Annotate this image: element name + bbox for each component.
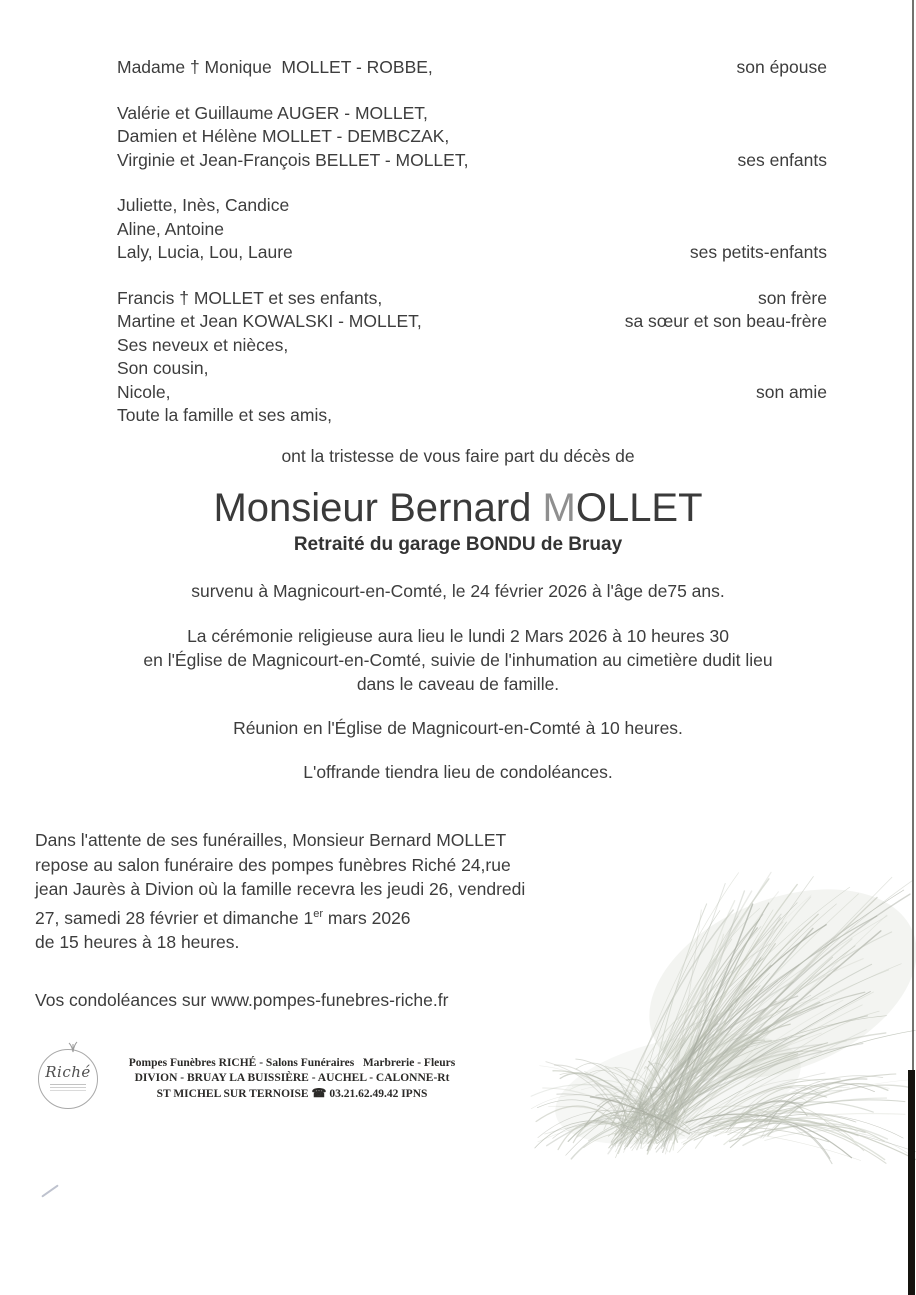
pampas-grass-decoration <box>528 834 916 1166</box>
family-names: Nicole, <box>117 381 171 402</box>
family-line <box>117 381 827 405</box>
relation-label: ses petits-enfants <box>689 242 827 262</box>
funeral-home-contact-line <box>103 1086 481 1102</box>
family-line <box>117 56 827 80</box>
ordinal-superscript: er <box>313 907 323 920</box>
visitation-date-text: 27, samedi 28 février et dimanche 1 <box>35 907 314 928</box>
family-line <box>117 241 827 265</box>
scan-edge-bar <box>908 1070 915 1295</box>
sprig-icon <box>66 1041 80 1053</box>
family-names: Francis † MOLLET et ses enfants, <box>117 287 383 308</box>
family-line <box>117 125 827 149</box>
riche-logo <box>38 1049 98 1109</box>
family-names: Laly, Lucia, Lou, Laure <box>117 242 293 262</box>
family-line <box>117 194 827 218</box>
family-names: Virginie et Jean-François BELLET - MOLLET, <box>117 149 469 170</box>
visitation-paragraph <box>35 828 525 955</box>
family-line <box>117 102 827 126</box>
funeral-home-info <box>103 1056 481 1102</box>
family-names: Martine et Jean KOWALSKI - MOLLET, <box>117 311 422 331</box>
visitation-line: Dans l'attente de ses funérailles, Monsieur Bernard MOLLET <box>35 830 507 850</box>
visitation-line: de 15 heures à 18 heures. <box>35 932 240 953</box>
family-names: Damien et Hélène MOLLET - DEMBCZAK, <box>117 126 450 146</box>
deceased-name-part: Monsieur Bernard <box>213 486 543 530</box>
pen-mark <box>41 1184 59 1197</box>
family-relations-list <box>117 56 827 450</box>
visitation-line: jean Jaurès à Divion où la famille recevra les jeudi 26, vendredi <box>35 879 526 900</box>
family-names: Madame † Monique MOLLET - ROBBE, <box>117 57 433 77</box>
contact-city: ST MICHEL SUR TERNOISE <box>156 1088 312 1100</box>
family-line <box>117 357 827 381</box>
relation-label: son amie <box>755 381 827 402</box>
deceased-name-title <box>0 486 916 530</box>
phone-icon: ☎ <box>311 1086 327 1100</box>
visitation-line: repose au salon funéraire des pompes funèbres Riché 24,rue <box>35 854 511 875</box>
logo-brand-text: Riché <box>45 1063 91 1081</box>
deceased-subtitle: Retraité du garage BONDU de Bruay <box>293 534 623 555</box>
announcement-intro: ont la tristesse de vous faire part du décès de <box>281 446 635 466</box>
logo-microtext-lines <box>50 1084 86 1085</box>
family-names: Ses neveux et nièces, <box>117 334 289 355</box>
relation-label: ses enfants <box>737 149 827 170</box>
family-line <box>117 404 827 428</box>
family-names: Toute la famille et ses amis, <box>117 405 332 425</box>
family-names: Valérie et Guillaume AUGER - MOLLET, <box>117 102 428 123</box>
visitation-line <box>35 902 525 930</box>
relation-label: sa sœur et son beau-frère <box>624 311 827 331</box>
contact-number: 03.21.62.49.42 IPNS <box>326 1088 428 1100</box>
reunion-line: Réunion en l'Église de Magnicourt-en-Comté à 10 heures. <box>233 718 683 738</box>
family-group-spouse <box>117 56 827 80</box>
family-line <box>117 287 827 311</box>
family-names: Juliette, Inès, Candice <box>117 195 290 215</box>
family-group-siblings-others <box>117 287 827 428</box>
deceased-name-faded-letter: M <box>542 486 576 530</box>
family-group-children <box>117 102 827 173</box>
condolences-website-line: Vos condoléances sur www.pompes-funebres-riche.fr <box>35 990 449 1010</box>
ceremony-line: dans le caveau de famille. <box>356 674 560 694</box>
offering-line: L'offrande tiendra lieu de condoléances. <box>303 762 613 782</box>
ceremony-paragraph <box>0 624 916 696</box>
family-line <box>117 334 827 358</box>
funeral-home-services-line: Pompes Funèbres RICHÉ - Salons Funéraires Marbrerie - Fleurs <box>128 1057 456 1069</box>
family-group-grandchildren <box>117 194 827 265</box>
ceremony-line: en l'Église de Magnicourt-en-Comté, suivie de l'inhumation au cimetière dudit lieu <box>143 650 773 670</box>
ceremony-line: La cérémonie religieuse aura lieu le lundi 2 Mars 2026 à 10 heures 30 <box>187 626 729 646</box>
relation-label: son épouse <box>736 57 827 77</box>
family-line <box>117 149 827 173</box>
deceased-name-part: OLLET <box>575 486 703 530</box>
funeral-home-locations-line: DIVION - BRUAY LA BUISSIÈRE - AUCHEL - CALONNE-Rt <box>134 1072 450 1084</box>
family-line <box>117 310 827 334</box>
scan-edge-line <box>912 0 914 1070</box>
relation-label: son frère <box>757 287 827 308</box>
family-names: Son cousin, <box>117 358 209 378</box>
death-details-line: survenu à Magnicourt-en-Comté, le 24 février 2026 à l'âge de75 ans. <box>191 581 725 601</box>
visitation-date-text: mars 2026 <box>323 907 411 928</box>
family-line <box>117 218 827 242</box>
family-names: Aline, Antoine <box>117 218 225 239</box>
